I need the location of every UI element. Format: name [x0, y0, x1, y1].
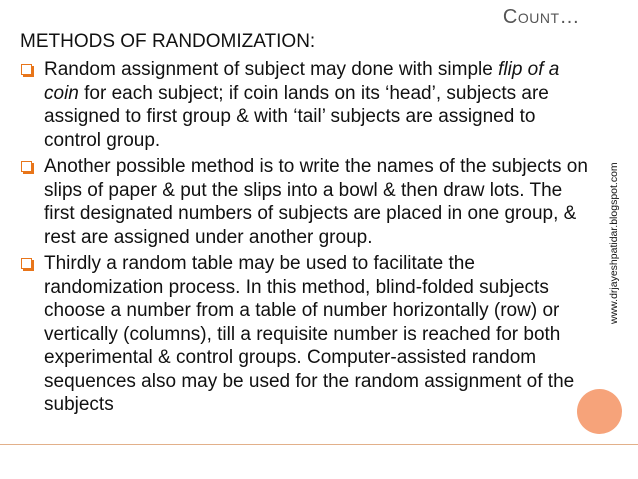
side-url: www.drjayeshpatidar.blogspot.com [608, 162, 620, 324]
bullet-text: Thirdly a random table may be used to facilitate the randomization process. In this method, blind-folded subjects choose a number from a table of number horizontally (row) or vertically (columns), till a requisite number is reached for both experimental & control groups. Computer-assisted random sequences also may be used for the random assignment of the subjects [44, 253, 575, 415]
decorative-circle [577, 389, 622, 434]
bullet-item [20, 252, 595, 417]
bullet-text-part: Random assignment of subject may done with simple [44, 59, 499, 80]
bullet-text-part: for each subject; if coin lands on its ‘head’, subjects are assigned to first group & with ‘tail’ subjects are assigned to control group. [44, 82, 549, 151]
checkbox-bullet-icon [21, 64, 32, 75]
section-heading: METHODS OF RANDOMIZATION: [20, 31, 316, 52]
bullet-text: Another possible method is to write the names of the subjects on slips of paper & put the slips into a bowl & then draw lots. The first designated numbers of subjects are placed in one group, & rest are assigned under another group. [44, 156, 588, 248]
bullet-list [20, 58, 595, 417]
slide-content [20, 30, 595, 420]
slide-title: Count… [502, 6, 580, 28]
checkbox-bullet-icon [21, 258, 32, 269]
bullet-item [20, 155, 595, 249]
checkbox-bullet-icon [21, 161, 32, 172]
bullet-text-italic: flip of a coin [44, 59, 560, 104]
bullet-item [20, 58, 595, 152]
divider [0, 444, 638, 445]
